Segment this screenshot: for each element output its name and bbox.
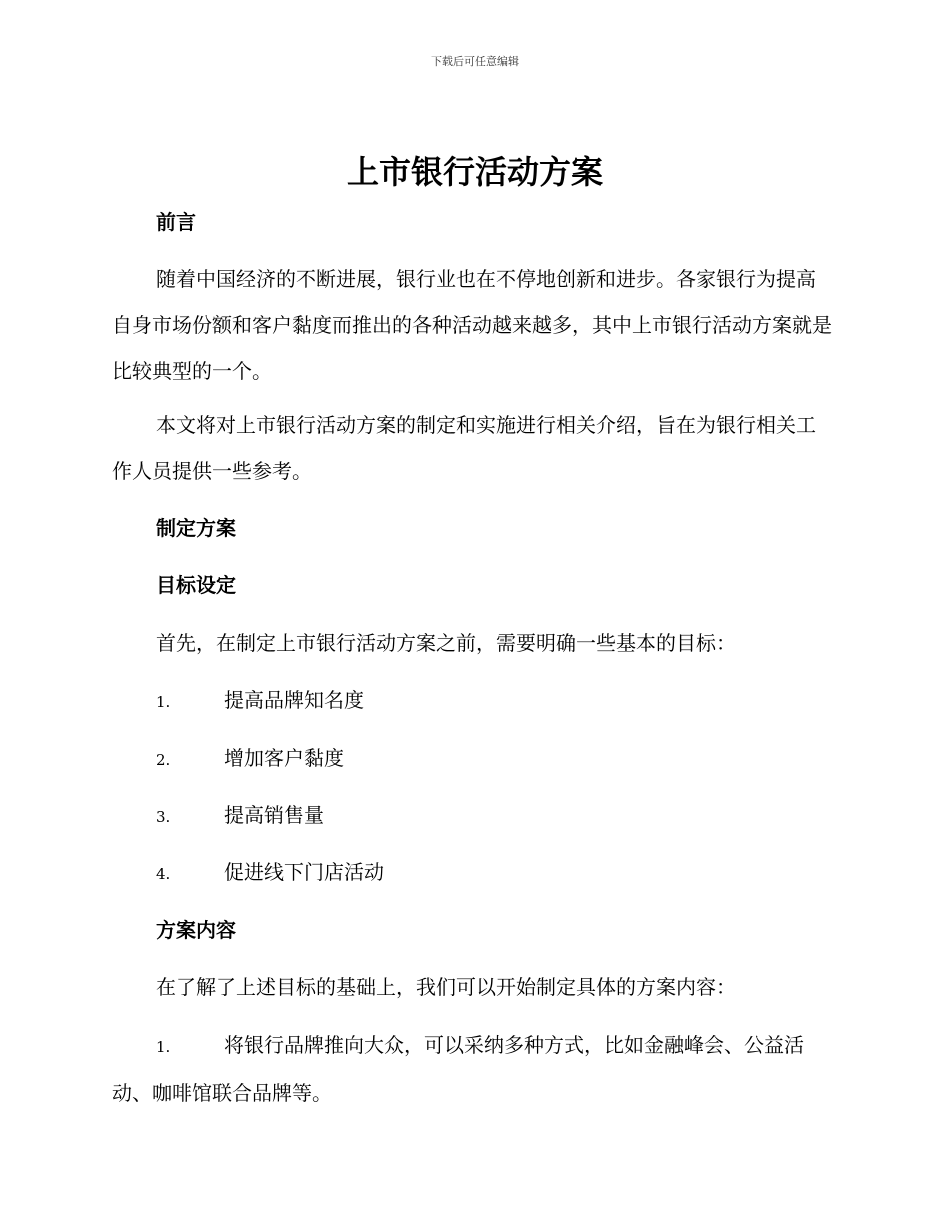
document-title: 上市银行活动方案 xyxy=(346,153,603,191)
section-heading-preface: 前言 xyxy=(156,210,196,234)
goal-item-1 xyxy=(156,686,364,716)
list-number: 4. xyxy=(156,865,171,883)
list-text: 将银行品牌推向大众，可以采纳多种方式，比如金融峰会、公益活动、咖啡馆联合品牌等。 xyxy=(112,1033,804,1105)
list-number: 2. xyxy=(156,751,171,769)
goal-item-4 xyxy=(156,858,384,888)
section-heading-planning: 制定方案 xyxy=(156,516,236,540)
list-text: 提高销售量 xyxy=(224,803,324,827)
goal-item-3 xyxy=(156,801,324,831)
preface-paragraph-2: 本文将对上市银行活动方案的制定和实施进行相关介绍，旨在为银行相关工作人员提供一些参考。 xyxy=(112,413,816,483)
content-intro: 在了解了上述目标的基础上，我们可以开始制定具体的方案内容： xyxy=(156,975,736,999)
list-text: 促进线下门店活动 xyxy=(224,860,384,884)
section-heading-goals: 目标设定 xyxy=(156,573,236,597)
preface-paragraph-1: 随着中国经济的不断进展，银行业也在不停地创新和进步。各家银行为提高自身市场份额和客户黏度而推出的各种活动越来越多，其中上市银行活动方案就是比较典型的一个。 xyxy=(112,267,832,383)
goals-intro: 首先，在制定上市银行活动方案之前，需要明确一些基本的目标： xyxy=(156,631,736,655)
list-number: 1. xyxy=(156,1038,171,1056)
list-text: 提高品牌知名度 xyxy=(224,688,364,712)
goal-item-2 xyxy=(156,744,344,774)
list-text: 增加客户黏度 xyxy=(224,746,344,770)
list-number: 3. xyxy=(156,808,171,826)
content-item-1 xyxy=(112,1022,834,1116)
list-number: 1. xyxy=(156,693,171,711)
section-heading-content: 方案内容 xyxy=(156,918,236,942)
page-header: 下载后可任意编辑 xyxy=(431,55,519,68)
